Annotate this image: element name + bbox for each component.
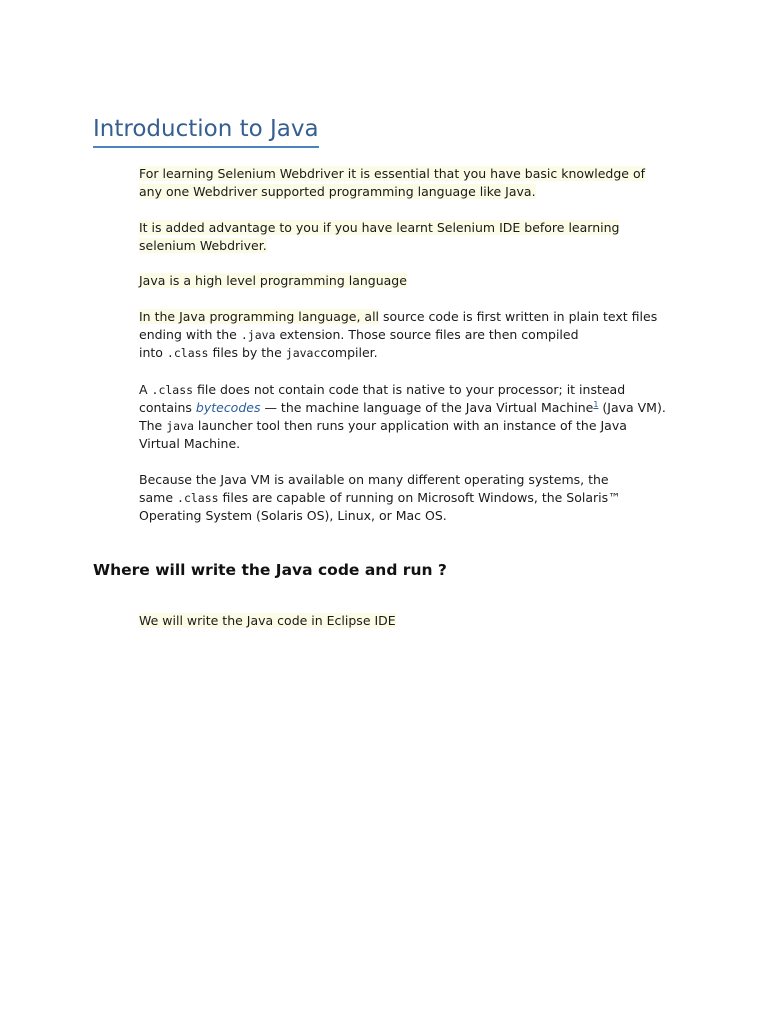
paragraph-text: source code is first written in plain text files xyxy=(379,309,658,324)
paragraph-text: ending with the xyxy=(139,327,241,342)
paragraph-eclipse-answer xyxy=(139,612,699,630)
paragraph-text: extension. Those source files are then compiled xyxy=(275,327,579,342)
paragraph-line: Java is a high level programming language xyxy=(139,273,407,288)
paragraph-text: files by the xyxy=(208,345,286,360)
code-class-extension: .class xyxy=(177,491,219,505)
code-java-extension: .java xyxy=(240,328,276,342)
paragraph-text: (Java VM). xyxy=(598,400,666,415)
highlighted-text: In the Java programming language, all xyxy=(139,309,380,324)
bytecodes-link[interactable]: bytecodes xyxy=(195,400,261,415)
page-title: Introduction to Java xyxy=(93,113,319,148)
paragraph-source-files xyxy=(139,308,699,362)
paragraph-text: Operating System (Solaris OS), Linux, or Mac OS. xyxy=(139,508,447,523)
paragraph-selenium-ide xyxy=(139,219,699,255)
paragraph-text: into xyxy=(139,345,167,360)
paragraph-line: any one Webdriver supported programming language like Java. xyxy=(139,184,536,199)
paragraph-text: file does not contain code that is native to your processor; it instead xyxy=(193,382,626,397)
paragraph-bytecodes xyxy=(139,381,699,453)
paragraph-text: A xyxy=(139,382,152,397)
paragraph-text: same xyxy=(139,490,178,505)
paragraph-text: launcher tool then runs your application with an instance of the Java xyxy=(193,418,627,433)
code-class-extension: .class xyxy=(151,383,194,397)
section-heading: Where will write the Java code and run ? xyxy=(93,561,447,579)
paragraph-text: files are capable of running on Microsoft Windows, the Solaris™ xyxy=(218,490,621,505)
paragraph-line: For learning Selenium Webdriver it is essential that you have basic knowledge of xyxy=(139,166,645,181)
paragraph-text: compiler. xyxy=(320,345,378,360)
paragraph-text: — the machine language of the Java Virtual Machine xyxy=(260,400,594,415)
paragraph-text: Because the Java VM is available on many different operating systems, the xyxy=(139,472,609,487)
code-javac: javac xyxy=(285,346,321,360)
paragraph-line: selenium Webdriver. xyxy=(139,238,267,253)
paragraph-text: Virtual Machine. xyxy=(139,436,241,451)
code-class-extension: .class xyxy=(166,346,209,360)
paragraph-line: We will write the Java code in Eclipse IDE xyxy=(139,613,396,628)
paragraph-portability xyxy=(139,471,699,525)
paragraph-text: The xyxy=(139,418,167,433)
paragraph-text: contains xyxy=(139,400,196,415)
paragraph-java-high-level xyxy=(139,272,699,290)
code-java-command: java xyxy=(166,419,194,433)
paragraph-line: It is added advantage to you if you have learnt Selenium IDE before learning xyxy=(139,220,620,235)
paragraph-selenium-prereq xyxy=(139,165,699,201)
footnote-link[interactable]: 1 xyxy=(593,399,599,409)
